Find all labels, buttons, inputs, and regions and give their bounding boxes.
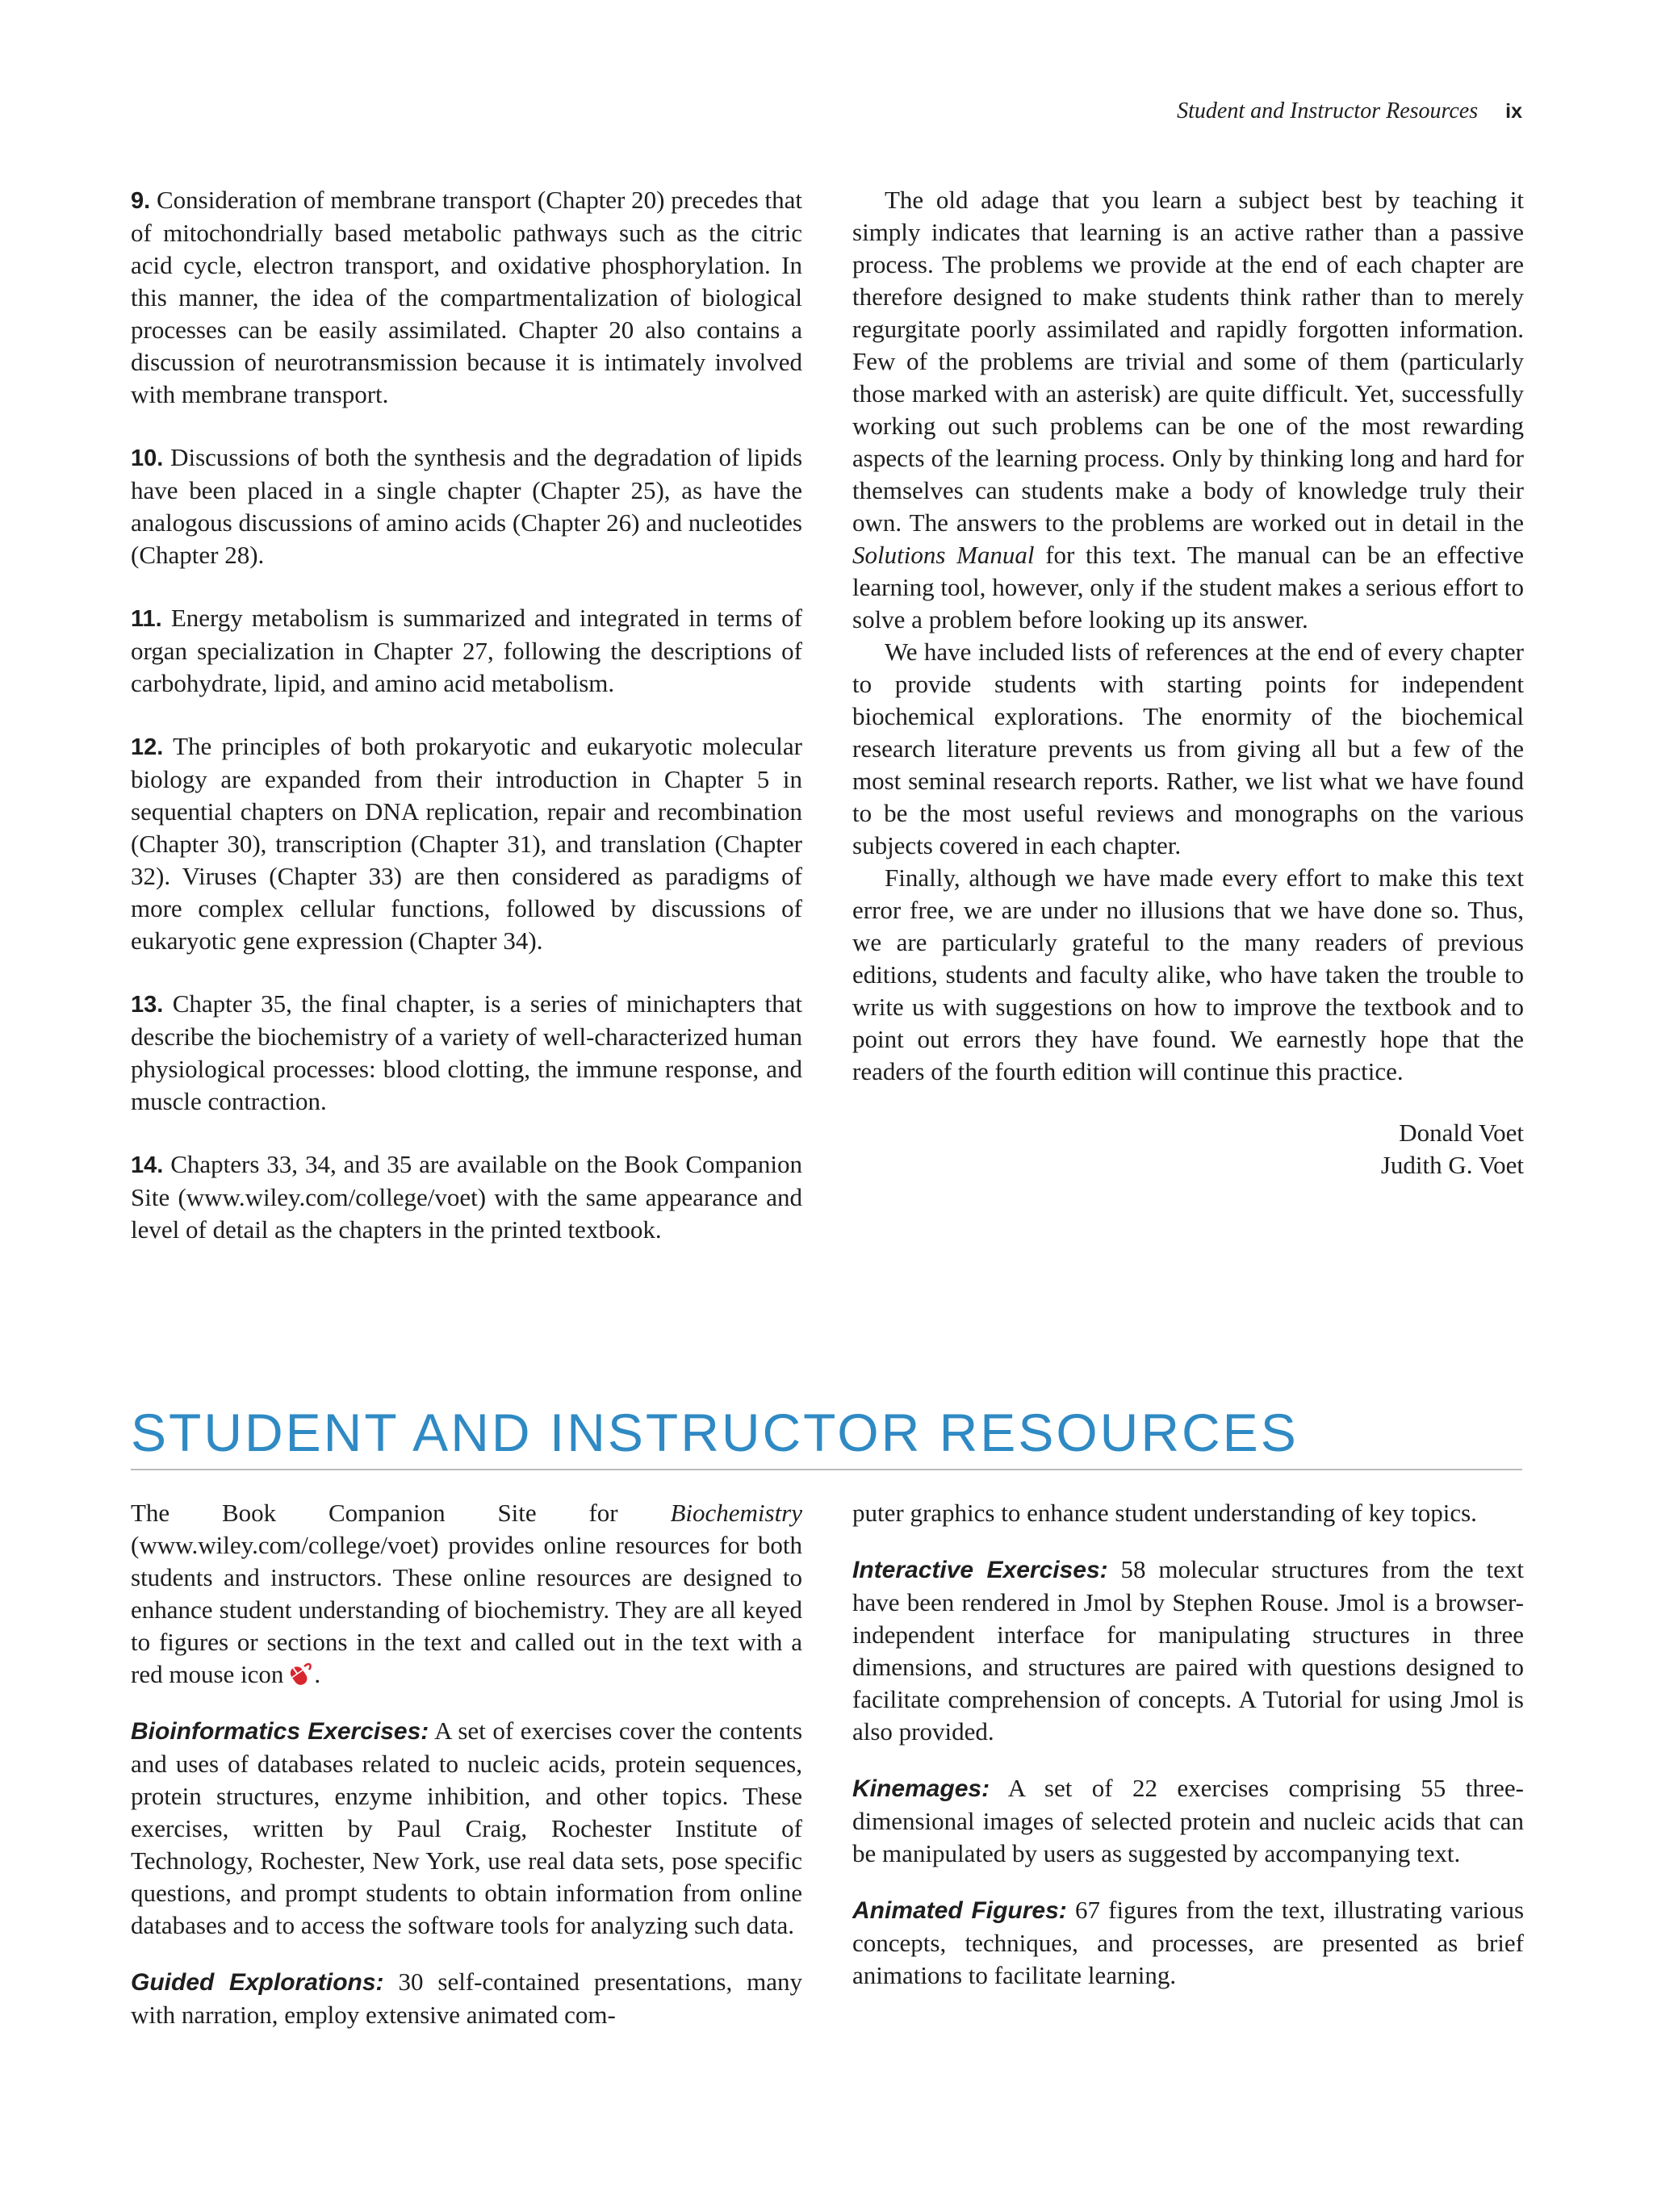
bioinformatics-text: A set of exercises cover the contents and uses of databases related to nucleic acids, protein sequences, protein structures, enzyme inhibition, and other topics. These exercises, written by Paul Craig, Rochester Institute of Technology, Rochester, New York, use real data sets, pose specific questions, and prompt students to obtain information from online databases and to access the software tools for analyzing such data. — [131, 1716, 803, 1939]
animated-text: 67 figures from the text, illustrating various concepts, techniques, and processes, are presented as brief animations to facilitate learning. — [852, 1896, 1525, 1989]
paragraph-errors: Finally, although we have made every effort to make this text error free, we are under no illusions that we have done so. Thus, we are particularly grateful to the many readers of previous editions, students and faculty alike, who have taken the trouble to write us with suggestions on how to improve the textbook and to point out errors they have found. We earnestly hope that the readers of the fourth edition will continue this practice. — [852, 863, 1524, 1085]
paragraph-text: The old adage that you learn a subject best by teaching it simply indicates that learning is an active rather than a passive process. The problems we provide at the end of each chapter are therefore designed to make students think rather than to merely regurgitate poorly assimilated and rapidly forgotten information. Few of the problems are trivial and some of them (particularly those marked with an asterisk) are quite difficult. Yet, successfully working out such problems can be one of the most rewarding aspects of the learning process. Only by thinking long and hard for themselves can students make a body of knowledge truly their own. The answers to the problems are worked out in detail in the — [852, 186, 1524, 537]
paragraph-teaching — [852, 184, 1524, 636]
paragraph-references: We have included lists of references at the end of every chapter to provide students with starting points for independent biochemical explorations. The enormity of the biochemical research literature prevents us from giving all but a few of the most seminal research reports. Rather, we list what we have found to be the most useful reviews and monographs on the various subjects covered in each chapter. — [852, 638, 1524, 859]
list-item — [131, 441, 802, 571]
item-number: 13. — [131, 992, 164, 1018]
bioinformatics-heading: Bioinformatics Exercises: — [131, 1718, 429, 1745]
item-number: 14. — [131, 1152, 164, 1178]
paragraph-guided-explorations — [131, 1966, 802, 2031]
paragraph-kinemages — [852, 1772, 1524, 1870]
paragraph-companion-site — [131, 1497, 802, 1691]
author-donald: Donald Voet — [1399, 1119, 1524, 1147]
paragraph-interactive — [852, 1553, 1524, 1748]
section-title: STUDENT AND INSTRUCTOR RESOURCES — [131, 1403, 1299, 1462]
list-item — [131, 1148, 802, 1246]
intro-end: . — [314, 1660, 321, 1688]
paragraph-continuation: puter graphics to enhance student understanding of key topics. — [852, 1499, 1477, 1527]
guided-heading: Guided Explorations: — [131, 1969, 384, 1996]
item-text: Energy metabolism is summarized and integrated in terms of organ specialization in Chapter 27, following the descriptions of carbohydrate, lipid, and amino acid metabolism. — [131, 604, 802, 697]
author-judith: Judith G. Voet — [1380, 1151, 1524, 1179]
guided-text: 30 self-contained presentations, many with narration, employ extensive animated com- — [131, 1967, 802, 2029]
left-column-top — [131, 184, 802, 1277]
item-text: Chapter 35, the final chapter, is a series of minichapters that describe the biochemistry of a variety of well-characterized human physiological processes: blood clotting, the immune response, and muscle contraction. — [131, 989, 802, 1115]
page-number: ix — [1505, 100, 1522, 123]
list-item — [131, 184, 802, 411]
item-number: 11. — [131, 606, 162, 632]
list-item — [131, 730, 802, 957]
animated-heading: Animated Figures: — [852, 1897, 1067, 1924]
signature — [852, 1117, 1524, 1181]
paragraph-bioinformatics — [131, 1715, 802, 1942]
list-item — [131, 988, 802, 1118]
left-column-bottom — [131, 1497, 802, 2031]
paragraph-animated — [852, 1894, 1524, 1992]
intro-text: The Book Companion Site for — [131, 1499, 618, 1527]
running-head — [1177, 98, 1522, 124]
item-number: 10. — [131, 445, 164, 471]
section-divider — [131, 1469, 1522, 1470]
interactive-heading: Interactive Exercises: — [852, 1557, 1108, 1583]
item-number: 12. — [131, 734, 164, 760]
item-text: Chapters 33, 34, and 35 are available on the Book Companion Site (www.wiley.com/college/voet) with the same appearance and level of detail as the chapters in the printed textbook. — [131, 1150, 802, 1244]
solutions-manual-title: Solutions Manual — [852, 541, 1035, 569]
right-column-bottom — [852, 1497, 1524, 1992]
kinemages-text: A set of 22 exercises comprising 55 three-dimensional images of selected protein and nucleic acids that can be manipulated by users as suggested by accompanying text. — [852, 1774, 1524, 1867]
item-text: The principles of both prokaryotic and eukaryotic molecular biology are expanded from their introduction in Chapter 5 in sequential chapters on DNA replication, repair and recombination (Chapter 30), transcription (Chapter 31), and translation (Chapter 32). Viruses (Chapter 33) are then considered as paradigms of more complex cellular functions, followed by discussions of eukaryotic gene expression (Chapter 34). — [131, 732, 802, 955]
interactive-text: 58 molecular structures from the text have been rendered in Jmol by Stephen Rouse. Jmol is a browser-independent interface for manipulating structures in three dimensions, and structures are paired with questions designed to facilitate comprehension of concepts. A Tutorial for using Jmol is also provided. — [852, 1555, 1525, 1746]
list-item — [131, 602, 802, 700]
kinemages-heading: Kinemages: — [852, 1775, 990, 1802]
mouse-icon — [287, 1660, 314, 1687]
paragraph-text: for this text. The manual can be an effective learning tool, however, only if the student makes a serious effort to solve a problem before looking up its answer. — [852, 541, 1524, 633]
item-text: Consideration of membrane transport (Chapter 20) precedes that of mitochondrially based metabolic pathways such as the citric acid cycle, electron transport, and oxidative phosphorylation. In this manner, the idea of the compartmentalization of biological processes can be easily assimilated. Chapter 20 also contains a discussion of neurotransmission because it is intimately involved with membrane transport. — [131, 186, 803, 408]
item-number: 9. — [131, 188, 151, 214]
item-text: Discussions of both the synthesis and the degradation of lipids have been placed in a single chapter (Chapter 25), as have the analogous discussions of amino acids (Chapter 26) and nucleotides (Chapter 28). — [131, 443, 803, 569]
intro-text: (www.wiley.com/college/voet) provides online resources for both students and instructors. These online resources are designed to enhance student understanding of biochemistry. They are all keyed to figures or sections in the text and called out in the text with a red mouse icon — [131, 1531, 802, 1688]
book-title: Biochemistry — [670, 1499, 803, 1527]
running-title: Student and Instructor Resources — [1177, 98, 1479, 123]
right-column-top — [852, 184, 1524, 1181]
